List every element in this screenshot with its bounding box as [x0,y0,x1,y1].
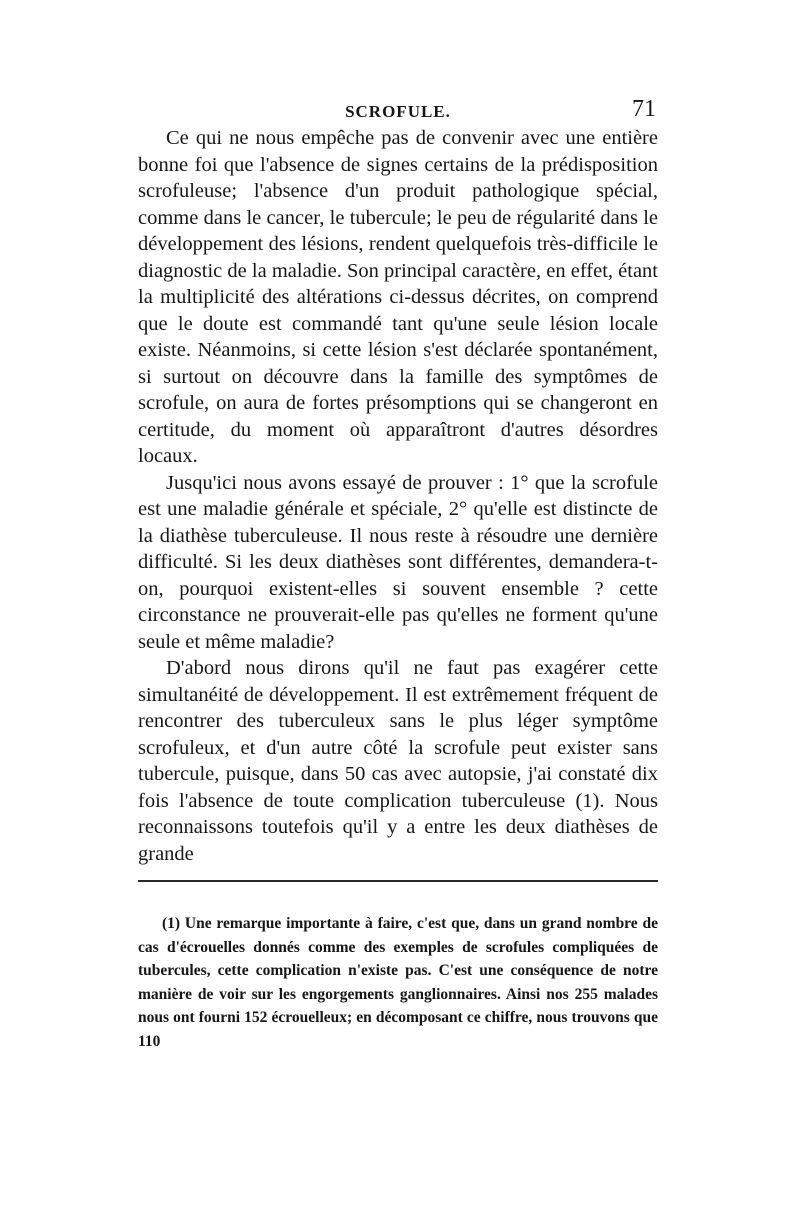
main-text [138,125,658,867]
paragraph-simultaneity: D'abord nous dirons qu'il ne faut pas exagérer cette simultanéité de développement. Il est extrêmement fréquent de rencontrer des tuberculeux sans le plus léger symptôme scrofuleux, et d'un autre côté la scrofule peut exister sans tubercule, puisque, dans 50 cas avec autopsie, j'ai constaté dix fois l'absence de toute complication tuberculeuse (1). Nous reconnaissons toutefois qu'il y a entre les deux diathèses de grande [138,657,658,865]
paragraph-diathesis: Jusqu'ici nous avons essayé de prouver : 1° que la scrofule est une maladie générale et spéciale, 2° qu'elle est distincte de la diathèse tuberculeuse. Il nous reste à résoudre une dernière difficulté. Si les deux diathèses sont différentes, demandera-t-on, pourquoi existent-elles si souvent ensemble ? cette circonstance ne prouverait-elle pas qu'elles ne forment qu'une seule et même maladie? [138,471,658,653]
running-header [138,96,658,126]
page-number: 71 [632,96,656,122]
footnote: (1) Une remarque importante à faire, c'est que, dans un grand nombre de cas d'écrouelles donnés comme des exemples de scrofules compliquées de tubercules, cette complication n'existe pas. C'est une conséquence de notre manière de voir sur les engorgements ganglionnaires. Ainsi nos 255 malades nous ont fourni 152 écrouelleux; en décomposant ce chiffre, nous trouvons que 110 [138,915,658,1050]
paragraph-diagnostic: Ce qui ne nous empêche pas de convenir avec une entière bonne foi que l'absence de signes certains de la prédisposition scrofuleuse; l'absence d'un produit pathologique spécial, comme dans le cancer, le tubercule; le peu de régularité dans le développement des lésions, rendent quelquefois très-difficile le diagnostic de la maladie. Son principal caractère, en effet, étant la multiplicité des altérations ci-dessus décrites, on comprend que le doute est commandé tant qu'une seule lésion locale existe. Néanmoins, si cette lésion s'est déclarée spontanément, si surtout on découvre dans la famille des symptômes de scrofule, on aura de fortes présomptions qui se changeront en certitude, du moment où apparaîtront d'autres désordres locaux. [138,127,658,467]
running-title: SCROFULE. [345,102,451,121]
footnote-divider [138,880,658,882]
